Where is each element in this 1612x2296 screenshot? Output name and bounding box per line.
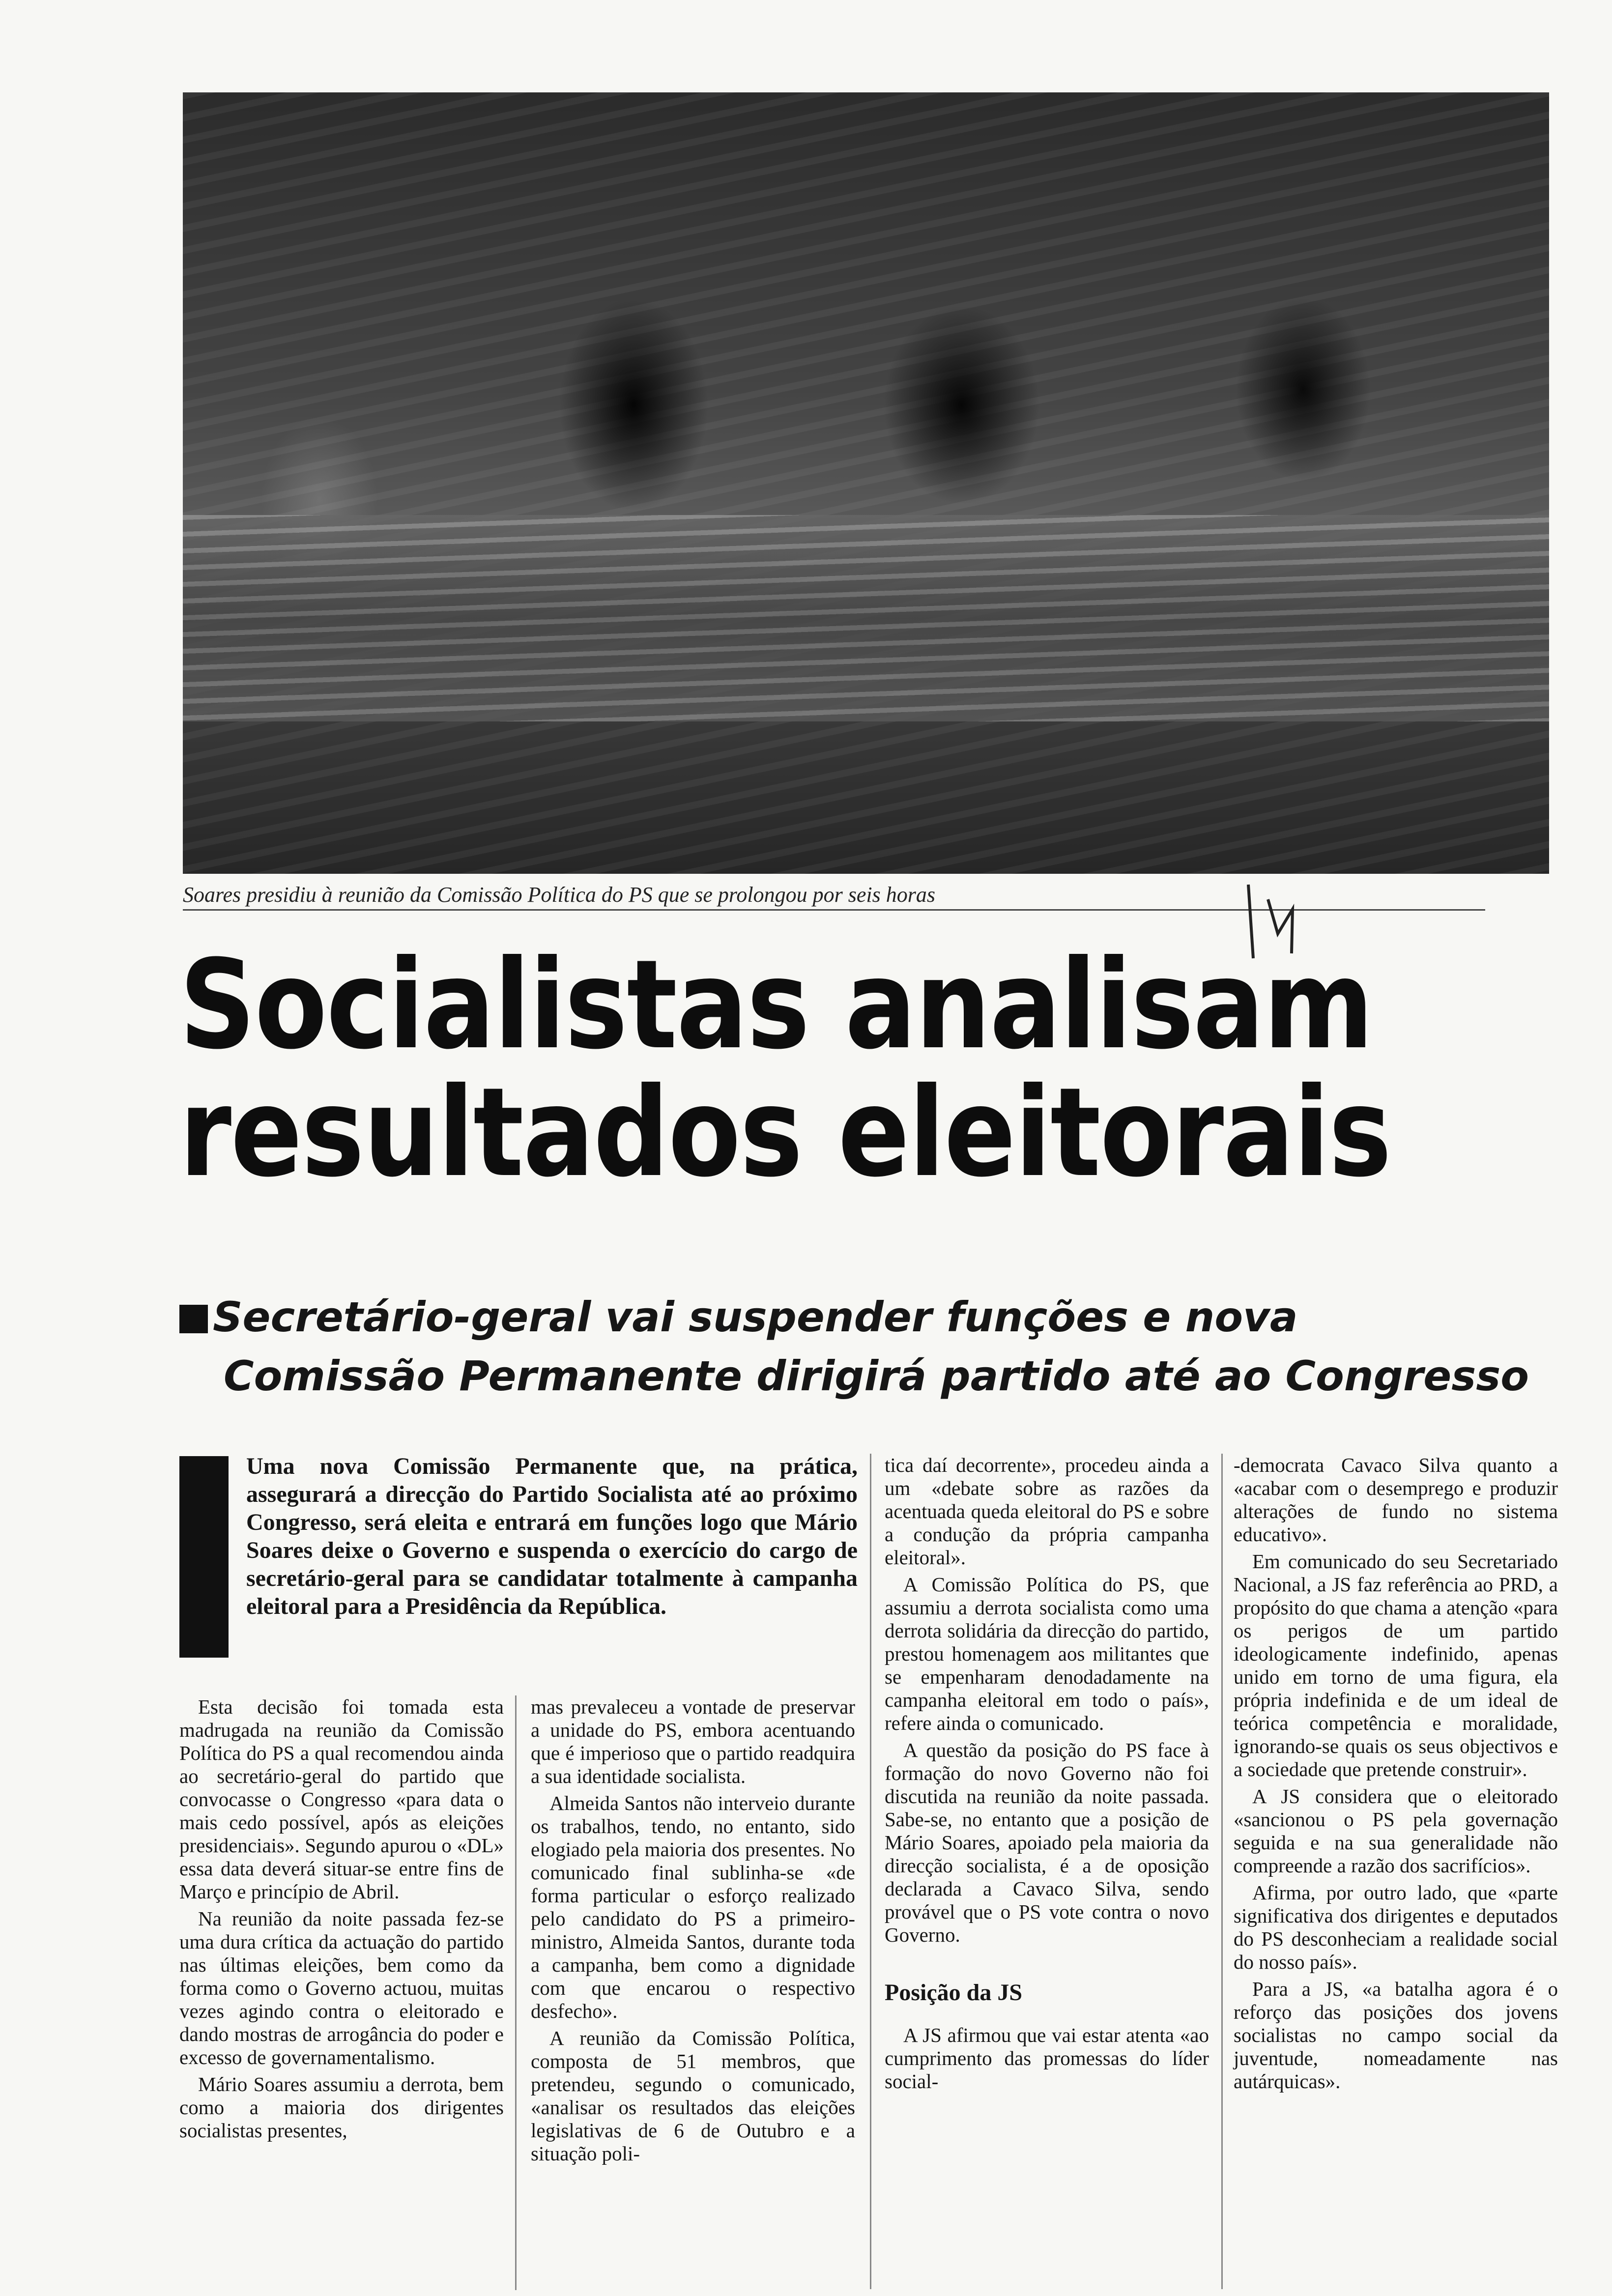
paragraph: -democrata Cavaco Silva quanto a «acabar com o desemprego e produzir alterações de fundo no sistema educativo». — [1234, 1454, 1558, 1546]
subheading-line-2: Comissão Permanente dirigirá partido até ao Congresso — [224, 1352, 1529, 1400]
lead-text: Uma nova Comissão Permanente que, na prática, assegurará a direcção do Partido Socialista até ao próximo Congresso, será eleita e entrará em funções logo que Mário Soares deixe o Governo e suspenda o exercício do cargo de secretário-geral para se candidatar totalmente à campanha eleitoral para a Presidência da República. — [246, 1453, 858, 1619]
paragraph: Mário Soares assumiu a derrota, bem como a maioria dos dirigentes socialistas presentes, — [179, 2073, 504, 2142]
headline — [179, 933, 1391, 1204]
section-heading: Posição da JS — [885, 1980, 1023, 2006]
column-rule — [1221, 1454, 1223, 2289]
news-photo — [183, 92, 1549, 874]
paragraph: Na reunião da noite passada fez-se uma dura crítica da actuação do partido nas últimas eleições, bem como da forma como o Governo actuou, muitas vezes agindo contra o eleitorado e dando mostras de arrogância do poder e excesso de governamentalismo. — [179, 1907, 504, 2068]
paragraph: Afirma, por outro lado, que «parte significativa dos dirigentes e deputados do PS desconheciam a realidade social do nosso país». — [1234, 1881, 1558, 1973]
paragraph: A JS considera que o eleitorado «sancionou o PS pela governação seguida e na sua generalidade não compreende a razão dos sacrifícios». — [1234, 1785, 1558, 1877]
subheading — [179, 1288, 1555, 1406]
article-column-3 — [885, 1454, 1209, 2097]
photo-table — [183, 515, 1549, 721]
paragraph: tica daí decorrente», procedeu ainda a um «debate sobre as razões da acentuada queda eleitoral do PS e sobre a condução da própria campanha eleitoral». — [885, 1454, 1209, 1569]
paragraph: A reunião da Comissão Política, composta de 51 membros, que pretendeu, segundo o comunicado, «analisar os resultados das eleições legislativas de 6 de Outubro e a situação poli- — [531, 2027, 855, 2165]
headline-line-2: resultados eleitorais — [179, 1061, 1391, 1204]
paragraph: A JS afirmou que vai estar atenta «ao cumprimento das promessas do líder social- — [885, 2024, 1209, 2093]
lead-paragraph — [179, 1452, 858, 1658]
headline-line-1: Socialistas analisam — [179, 933, 1373, 1076]
drop-cap-block — [179, 1456, 229, 1658]
article-column-2 — [531, 1695, 855, 2169]
paragraph: A questão da posição do PS face à formação do novo Governo não foi discutida na reunião da noite passada. Sabe-se, no entanto que a posição de Mário Soares, apoiado pela maioria da direcção socialista, é a de oposição declarada a Cavaco Silva, sendo provável que o PS vote contra o novo Governo. — [885, 1739, 1209, 1946]
column-rule — [515, 1695, 517, 2290]
photo-caption: Soares presidiu à reunião da Comissão Política do PS que se prolongou por seis horas — [183, 882, 1485, 911]
paragraph: Almeida Santos não interveio durante os trabalhos, tendo, no entanto, sido elogiado pela maioria dos presentes. No comunicado final sublinha-se «de forma particular o esforço realizado pelo candidato do PS a primeiro-ministro, Almeida Santos, durante toda a campanha, bem como a dignidade com que encarou o respectivo desfecho». — [531, 1792, 855, 2022]
square-bullet-icon — [179, 1305, 208, 1333]
paragraph: Em comunicado do seu Secretariado Nacional, a JS faz referência ao PRD, a propósito do que chama a atenção «para os perigos de um partido ideologicamente indefinido, apenas unido em torno de uma figura, ela própria indefinida e de um ideal de teórica competência e moralidade, ignorando-se quais os seus objectivos e a sociedade que pretende construir». — [1234, 1550, 1558, 1780]
subheading-line-1: Secretário-geral vai suspender funções e nova — [213, 1293, 1298, 1341]
paragraph: Esta decisão foi tomada esta madrugada na reunião da Comissão Política do PS a qual recomendou ainda ao secretário-geral do partido que convocasse o Congresso «para data o mais cedo possível, após as eleições presidenciais». Segundo apurou o «DL» essa data deverá situar-se entre fins de Março e princípio de Abril. — [179, 1695, 504, 1903]
column-rule — [870, 1454, 871, 2289]
paragraph: A Comissão Política do PS, que assumiu a derrota socialista como uma derrota solidária da direcção do partido, prestou homenagem aos militantes que se empenharam denodadamente na campanha eleitoral em todo o país», refere ainda o comunicado. — [885, 1573, 1209, 1734]
article-column-1 — [179, 1695, 504, 2146]
paragraph: Para a JS, «a batalha agora é o reforço das posições dos jovens socialistas no campo social da juventude, nomeadamente nas autárquicas». — [1234, 1978, 1558, 2093]
paragraph: mas prevaleceu a vontade de preservar a unidade do PS, embora acentuando que é imperioso que o partido readquira a sua identidade socialista. — [531, 1695, 855, 1787]
article-column-4 — [1234, 1454, 1558, 2097]
